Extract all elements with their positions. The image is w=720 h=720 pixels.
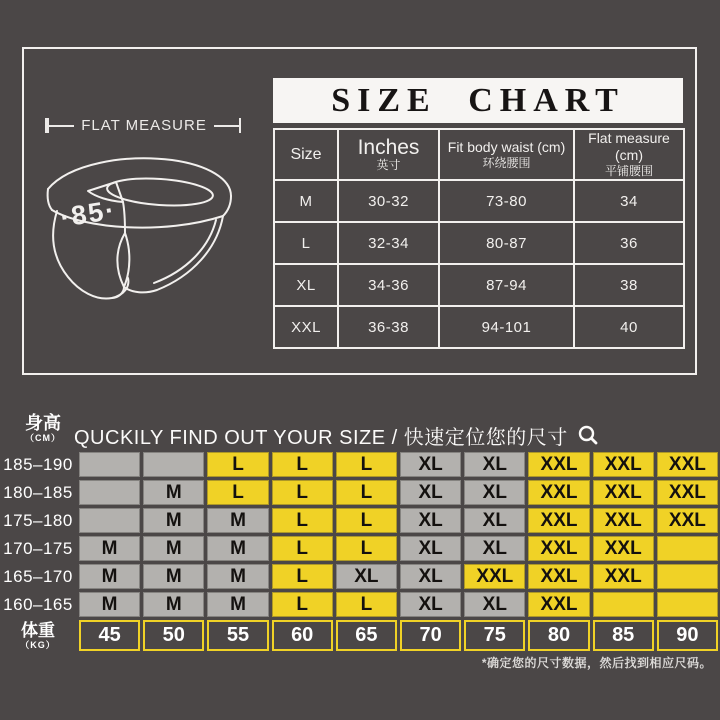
weight-cell: 45 [79,620,140,651]
waistband-left-side [48,189,52,210]
size-table [273,128,685,349]
measure-line-left [49,125,74,127]
size-table-column-header [338,129,439,180]
size-cell [593,592,654,617]
height-range-label: 180–185 [3,482,73,502]
column-header-en: Flat measure (cm) [588,130,670,163]
size-table-cell: XL [274,264,338,306]
weight-axis-label [0,621,76,650]
size-table-cell: 80-87 [439,222,574,264]
weight-label-text: 体重 [21,621,55,640]
weight-cell: 75 [464,620,525,651]
size-cell: M [207,564,268,589]
height-range-label: 170–175 [3,538,73,558]
size-table-body [274,180,684,348]
size-cell: XXL [657,508,718,533]
size-table-column-header [274,129,338,180]
size-cell [657,536,718,561]
size-cell: M [79,564,140,589]
size-table-cell: 32-34 [338,222,439,264]
weight-cell: 70 [400,620,461,651]
size-cell [79,480,140,505]
column-header-zh: 平铺腰围 [604,164,653,178]
size-cell: XXL [593,480,654,505]
size-cell: XXL [657,452,718,477]
size-cell: XXL [528,564,589,589]
column-header-zh: 英寸 [376,157,401,172]
size-table-cell: 94-101 [439,306,574,348]
size-cell: XXL [464,564,525,589]
flat-measure-annotation [45,117,241,134]
find-size-heading [74,421,600,450]
size-matrix [0,452,718,617]
size-cell: XXL [528,452,589,477]
size-table-cell: 34 [574,180,684,222]
size-cell: M [207,536,268,561]
size-cell: XL [400,592,461,617]
weight-cell: 50 [143,620,204,651]
size-cell: L [336,508,397,533]
size-table-header-row [274,129,684,180]
weight-cell: 60 [272,620,333,651]
size-cell: L [336,480,397,505]
size-cell: XXL [593,564,654,589]
size-cell: XL [464,508,525,533]
footnote: *确定您的尺寸数据，然后找到相应尺码。 [481,656,712,670]
size-table-row [274,264,684,306]
size-cell: L [207,480,268,505]
size-cell: XL [400,480,461,505]
size-cell: M [79,536,140,561]
weight-cell: 55 [207,620,268,651]
size-cell: L [272,564,333,589]
size-cell: L [272,592,333,617]
size-table-cell: XXL [274,306,338,348]
height-unit-text: （CM） [25,433,61,443]
height-range-label: 165–170 [3,566,73,586]
size-cell: L [336,536,397,561]
find-size-heading-text: QUCKILY FIND OUT YOUR SIZE / 快速定位您的尺寸 [74,427,568,449]
size-cell: XXL [593,508,654,533]
size-cell: XL [336,564,397,589]
size-cell: M [207,508,268,533]
height-range-label: 185–190 [3,454,73,474]
size-table-cell: L [274,222,338,264]
size-cell: XXL [528,536,589,561]
size-cell: XL [400,452,461,477]
size-table-cell: 34-36 [338,264,439,306]
size-cell: XL [464,536,525,561]
briefs-illustration [24,149,256,361]
size-cell: XXL [528,592,589,617]
waistband-top-arc [48,158,231,196]
size-cell: L [336,452,397,477]
measure-line-right [214,125,239,127]
size-table-cell: 87-94 [439,264,574,306]
brand-logo-text: ·85· [58,194,119,233]
column-header-en: Fit body waist (cm) [447,138,566,155]
size-cell: XL [400,564,461,589]
size-cell: M [143,592,204,617]
size-chart-title-text: SIZE CHART [331,82,625,119]
height-label-text: 身高 [25,413,61,433]
size-cell: L [207,452,268,477]
size-cell: XXL [528,480,589,505]
size-cell: XXL [593,452,654,477]
size-cell: M [79,592,140,617]
size-cell: L [336,592,397,617]
weight-unit-text: （KG） [20,640,56,650]
size-table-row [274,306,684,348]
size-cell [79,508,140,533]
size-cell: M [143,480,204,505]
top-panel-frame [22,47,697,375]
size-cell [143,452,204,477]
size-cell: XL [464,592,525,617]
size-table-column-header [439,129,574,180]
height-axis-label [14,413,72,444]
size-cell: XL [400,508,461,533]
size-cell: XL [400,536,461,561]
size-cell: L [272,480,333,505]
weight-cell: 65 [336,620,397,651]
size-table-column-header [574,129,684,180]
size-table-cell: M [274,180,338,222]
size-chart-title [273,78,683,123]
size-cell: M [143,536,204,561]
size-table-cell: 30-32 [338,180,439,222]
front-crease-line [123,202,125,233]
size-table-row [274,222,684,264]
size-cell [79,452,140,477]
size-cell: L [272,536,333,561]
size-cell [657,564,718,589]
size-table-cell: 40 [574,306,684,348]
size-table-cell: 73-80 [439,180,574,222]
size-cell: M [207,592,268,617]
size-cell: M [143,564,204,589]
waistband-right-side [223,196,231,216]
size-table-cell: 36-38 [338,306,439,348]
size-cell: XL [464,480,525,505]
column-header-zh: 环绕腰围 [482,155,531,170]
weight-cell: 85 [593,620,654,651]
column-header-en: Inches [357,135,420,159]
size-cell: XL [464,452,525,477]
size-cell: XXL [528,508,589,533]
column-header-en: Size [290,146,322,163]
weight-axis-row [0,620,718,651]
magnifier-icon [577,424,600,447]
measure-tick-right-icon [239,118,241,133]
size-table-cell: 36 [574,222,684,264]
size-table-row [274,180,684,222]
height-range-label: 160–165 [3,594,73,614]
size-cell: L [272,452,333,477]
flat-measure-label: FLAT MEASURE [81,117,207,134]
weight-cell: 80 [528,620,589,651]
size-cell: M [143,508,204,533]
size-cell [657,592,718,617]
size-table-cell: 38 [574,264,684,306]
weight-cell: 90 [657,620,718,651]
size-cell: XXL [593,536,654,561]
bottom-hem [112,287,124,298]
size-cell: XXL [657,480,718,505]
height-range-label: 175–180 [3,510,73,530]
size-cell: L [272,508,333,533]
leg-opening-loop [117,233,129,287]
